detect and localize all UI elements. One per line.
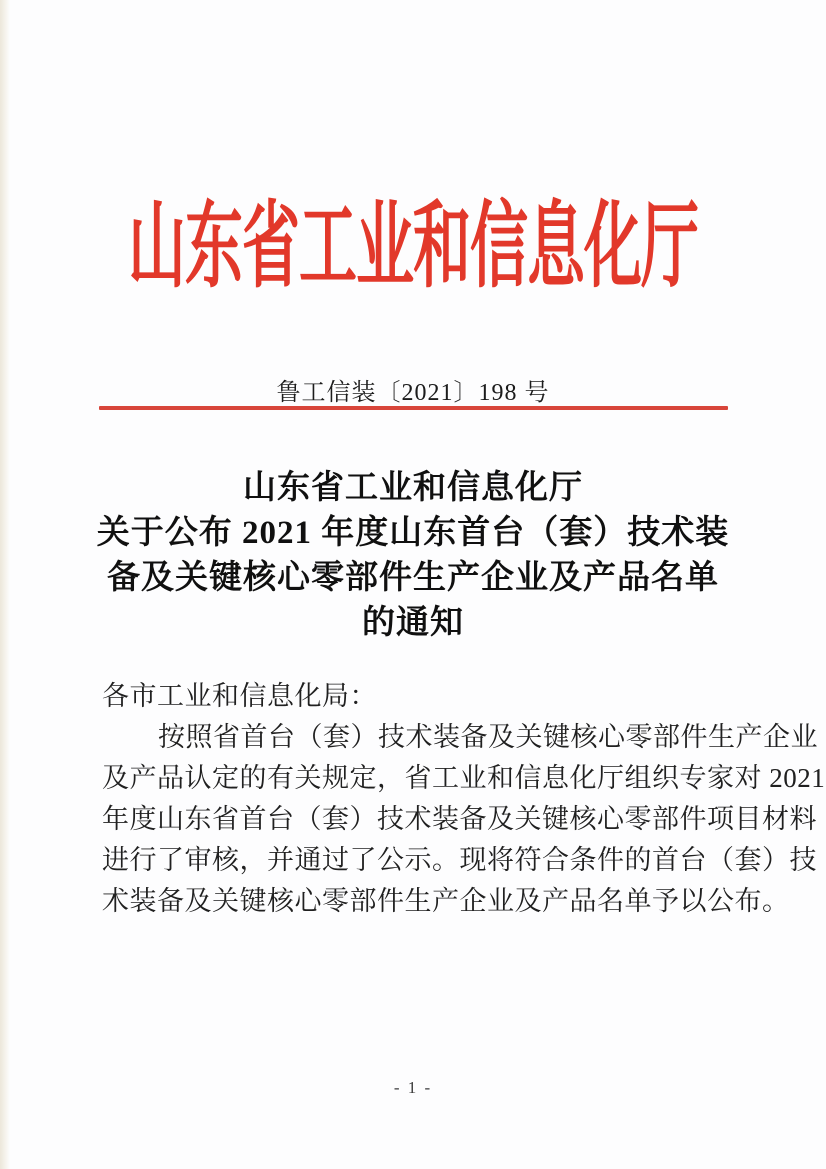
body-paragraph-line-5: 术装备及关键核心零部件生产企业及产品名单予以公布。 xyxy=(102,886,790,916)
notice-title-line-3: 备及关键核心零部件生产企业及产品名单 xyxy=(107,560,719,596)
agency-letterhead-title: 山东省工业和信息化厅 xyxy=(127,193,698,299)
document-reference-number: 鲁工信装〔2021〕198 号 xyxy=(276,380,550,406)
body-paragraph-line-3: 年度山东省首台（套）技术装备及关键核心零部件项目材料 xyxy=(102,804,817,834)
body-paragraph-line-4: 进行了审核，并通过了公示。现将符合条件的首台（套）技 xyxy=(102,845,817,875)
red-separator-line xyxy=(99,406,728,410)
body-paragraph-line-1: 按照省首台（套）技术装备及关键核心零部件生产企业 xyxy=(158,722,818,752)
salutation-line: 各市工业和信息化局： xyxy=(102,681,377,711)
body-paragraph-line-2: 及产品认定的有关规定，省工业和信息化厅组织专家对 2021 xyxy=(102,763,826,793)
notice-title xyxy=(50,466,776,646)
notice-title-line-4: 的通知 xyxy=(362,605,464,641)
notice-title-line-1: 山东省工业和信息化厅 xyxy=(243,470,583,506)
scanned-page-edge xyxy=(0,0,10,1169)
notice-body xyxy=(102,676,826,922)
page-number: - 1 - xyxy=(393,1078,433,1097)
notice-title-line-2: 关于公布 2021 年度山东首台（套）技术装 xyxy=(96,515,730,551)
